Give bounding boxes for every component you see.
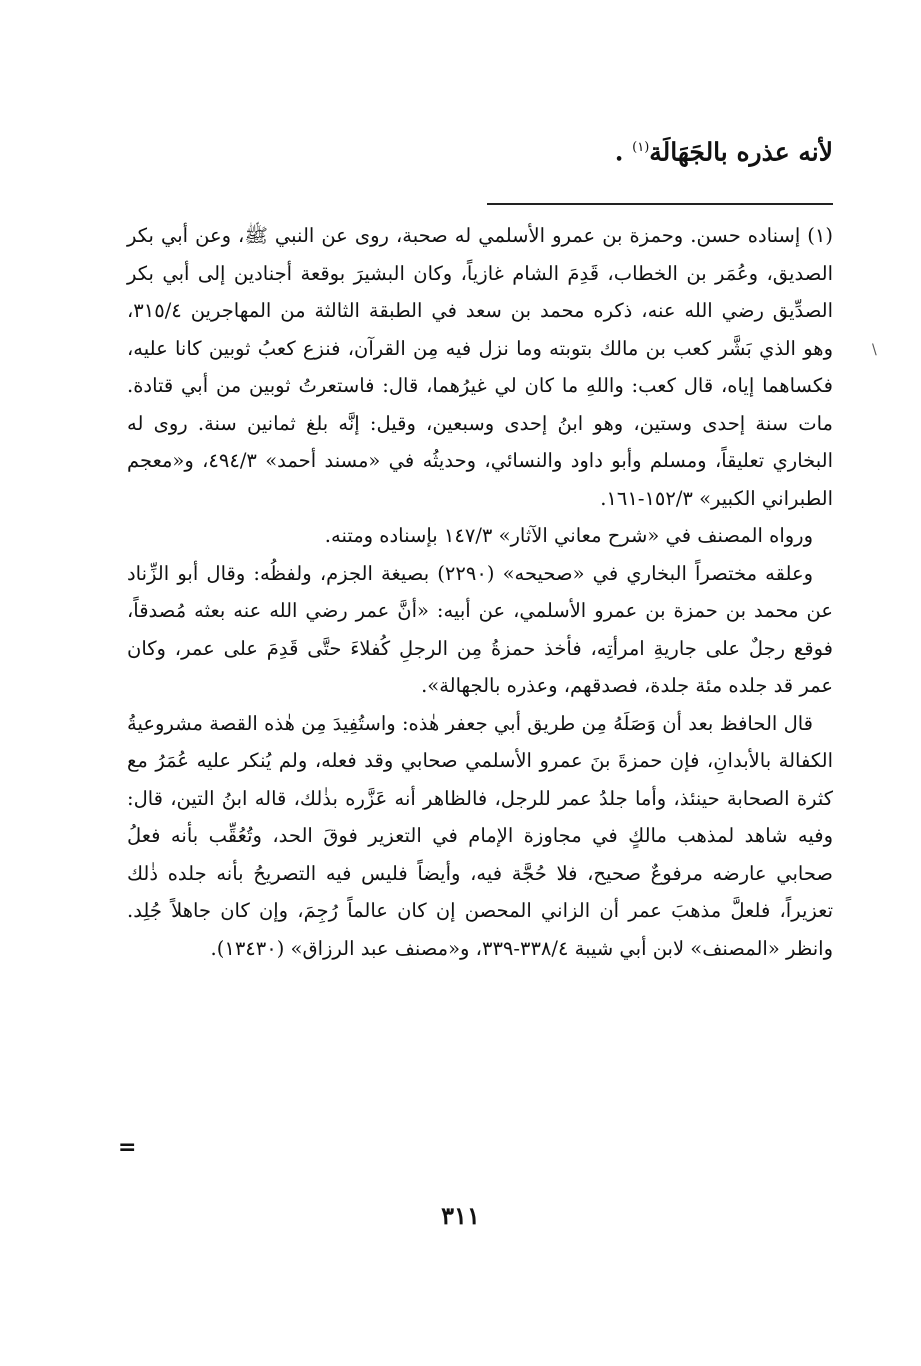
footnote-paragraph-1: (١) إسناده حسن. وحمزة بن عمرو الأسلمي له صحبة، روى عن النبي ﷺ، وعن أبي بكر الصديق، وعُمَر بن الخطاب، قَدِمَ الشام غازياً، وكان البشيرَ بوقعة أجنادين إلى أبي بكر الصدِّيق رضي الله عنه، ذكره محمد بن سعد في الطبقة الثالثة من المهاجرين ٣١٥/٤، وهو الذي بَشَّر كعب بن مالك بتوبته وما نزل فيه مِن القرآن، فنزع كعبُ ثوبين كانا عليه، فكساهما إياه، قال كعب: واللهِ ما كان لي غيرُهما، قال: فاستعرتُ ثوبين من أبي قتادة. مات سنة إحدى وستين، وهو ابنُ إحدى وسبعين، وقيل: إنَّه بلغ ثمانين سنة. روى له البخاري تعليقاً، ومسلم وأبو داود والنسائي، وحديثُه في «مسند أحمد» ٤٩٤/٣، و«معجم الطبراني الكبير» ١٥٢/٣-١٦١. bbox=[127, 224, 833, 510]
footnote-reference: (١) bbox=[632, 140, 650, 155]
continuation-mark: = bbox=[118, 1135, 137, 1160]
page-number: ٣١١ bbox=[441, 1201, 480, 1230]
main-text-end: . bbox=[614, 137, 624, 167]
margin-mark: \ bbox=[872, 342, 877, 358]
footnote-paragraph-3: وعلقه مختصراً البخاري في «صحيحه» (٢٢٩٠) بصيغة الجزم، ولفظُه: وقال أبو الزِّناد عن محمد بن حمزة بن عمرو الأسلمي، عن أبيه: «أنَّ عمر رضي الله عنه بعثه مُصدقاً، فوقع رجلٌ على جاريةِ امرأتِه، فأخذ حمزةُ مِن الرجلِ كُفلاءَ حتَّى قَدِمَ على عمر، وكان عمر قد جلده مئة جلدة، فصدقهم، وعذره بالجهالة». bbox=[127, 561, 834, 697]
footnote-block bbox=[127, 217, 833, 967]
main-text: لأنه عذره بالجَهَالَة bbox=[649, 137, 833, 167]
main-text-line bbox=[113, 128, 833, 172]
footnote-paragraph-4: قال الحافظ بعد أن وَصَلَهُ مِن طريق أبي جعفر هٰذه: واستُفِيدَ مِن هٰذه القصة مشروعيةُ الكفالة بالأبدانِ، فإن حمزةَ بنَ عمرو الأسلمي صحابي وقد فعله، ولم يُنكر عليه عُمَرُ مع كثرة الصحابة حينئذ، وأما جلدُ عمر للرجل، فالظاهر أنه عَزَّره بذٰلك، قاله ابنُ التين، قال: وفيه شاهد لمذهب مالكٍ في مجاوزة الإمام في التعزير فوقَ الحد، وتُعُقِّب بأنه فعلُ صحابي عارضه مرفوعٌ صحيح، فلا حُجَّة فيه، وأيضاً فليس فيه التصريحُ بأنه جلده ذٰلك تعزيراً، فلعلَّ مذهبَ عمر أن الزاني المحصن إن كان عالماً رُجِمَ، وإن كان جاهلاً جُلِد. وانظر «المصنف» لابن أبي شيبة ٣٣٨/٤-٣٣٩، و«مصنف عبد الرزاق» (١٣٤٣٠). bbox=[127, 711, 833, 960]
footnote-paragraph-2: ورواه المصنف في «شرح معاني الآثار» ١٤٧/٣ بإسناده ومتنه. bbox=[324, 524, 813, 547]
footnote-separator bbox=[487, 203, 833, 205]
